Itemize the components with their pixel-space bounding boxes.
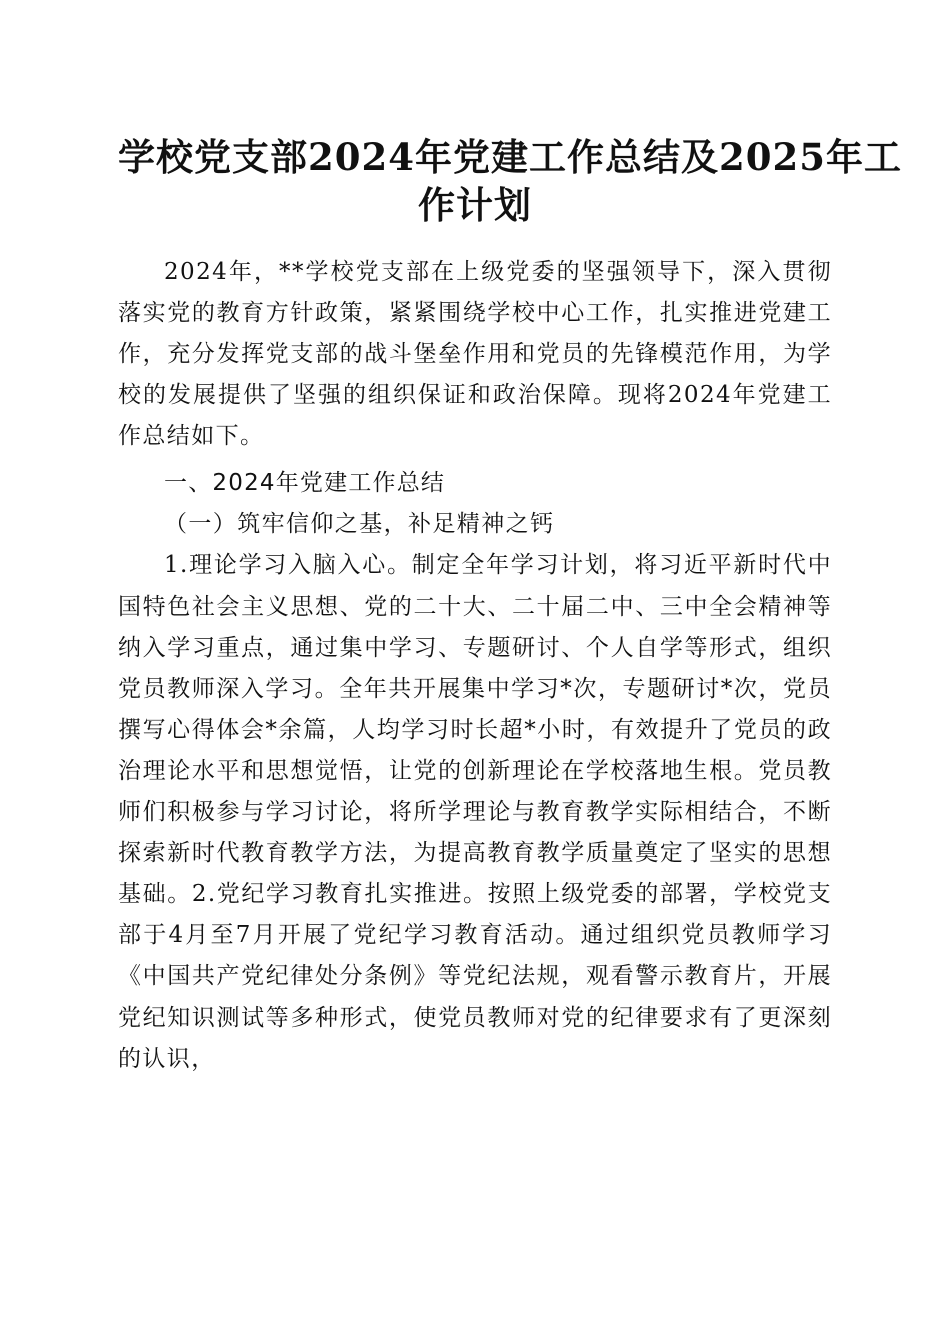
document-title-line-1: 学校党支部2024年党建工作总结及2025年工 [118, 135, 902, 179]
document-title-line-2: 作计划 [418, 183, 532, 227]
intro-paragraph: 2024年，**学校党支部在上级党委的坚强领导下，深入贯彻落实党的教育方针政策，紧紧围绕学校中心工作，扎实推进党建工作，充分发挥党支部的战斗堡垒作用和党员的先锋模范作用，为学校的发展提供了坚强的组织保证和政治保障。现将2024年党建工作总结如下。 [118, 259, 832, 450]
subsection-heading: （一）筑牢信仰之基，补足精神之钙 [164, 511, 555, 538]
section-heading: 一、2024年党建工作总结 [164, 470, 446, 497]
document-body [118, 252, 832, 1080]
document-title [118, 133, 902, 229]
body-paragraph: 1.理论学习入脑入心。制定全年学习计划，将习近平新时代中国特色社会主义思想、党的二十大、二十届二中、三中全会精神等纳入学习重点，通过集中学习、专题研讨、个人自学等形式，组织党员教师深入学习。全年共开展集中学习*次，专题研讨*次，党员撰写心得体会*余篇，人均学习时长超*小时，有效提升了党员的政治理论水平和思想觉悟，让党的创新理论在学校落地生根。党员教师们积极参与学习讨论，将所学理论与教育教学实际相结合，不断探索新时代教育教学方法，为提高教育教学质量奠定了坚实的思想基础。2.党纪学习教育扎实推进。按照上级党委的部署，学校党支部于4月至7月开展了党纪学习教育活动。通过组织党员教师学习《中国共产党纪律处分条例》等党纪法规，观看警示教育片，开展党纪知识测试等多种形式，使党员教师对党的纪律要求有了更深刻的认识， [118, 552, 832, 1072]
